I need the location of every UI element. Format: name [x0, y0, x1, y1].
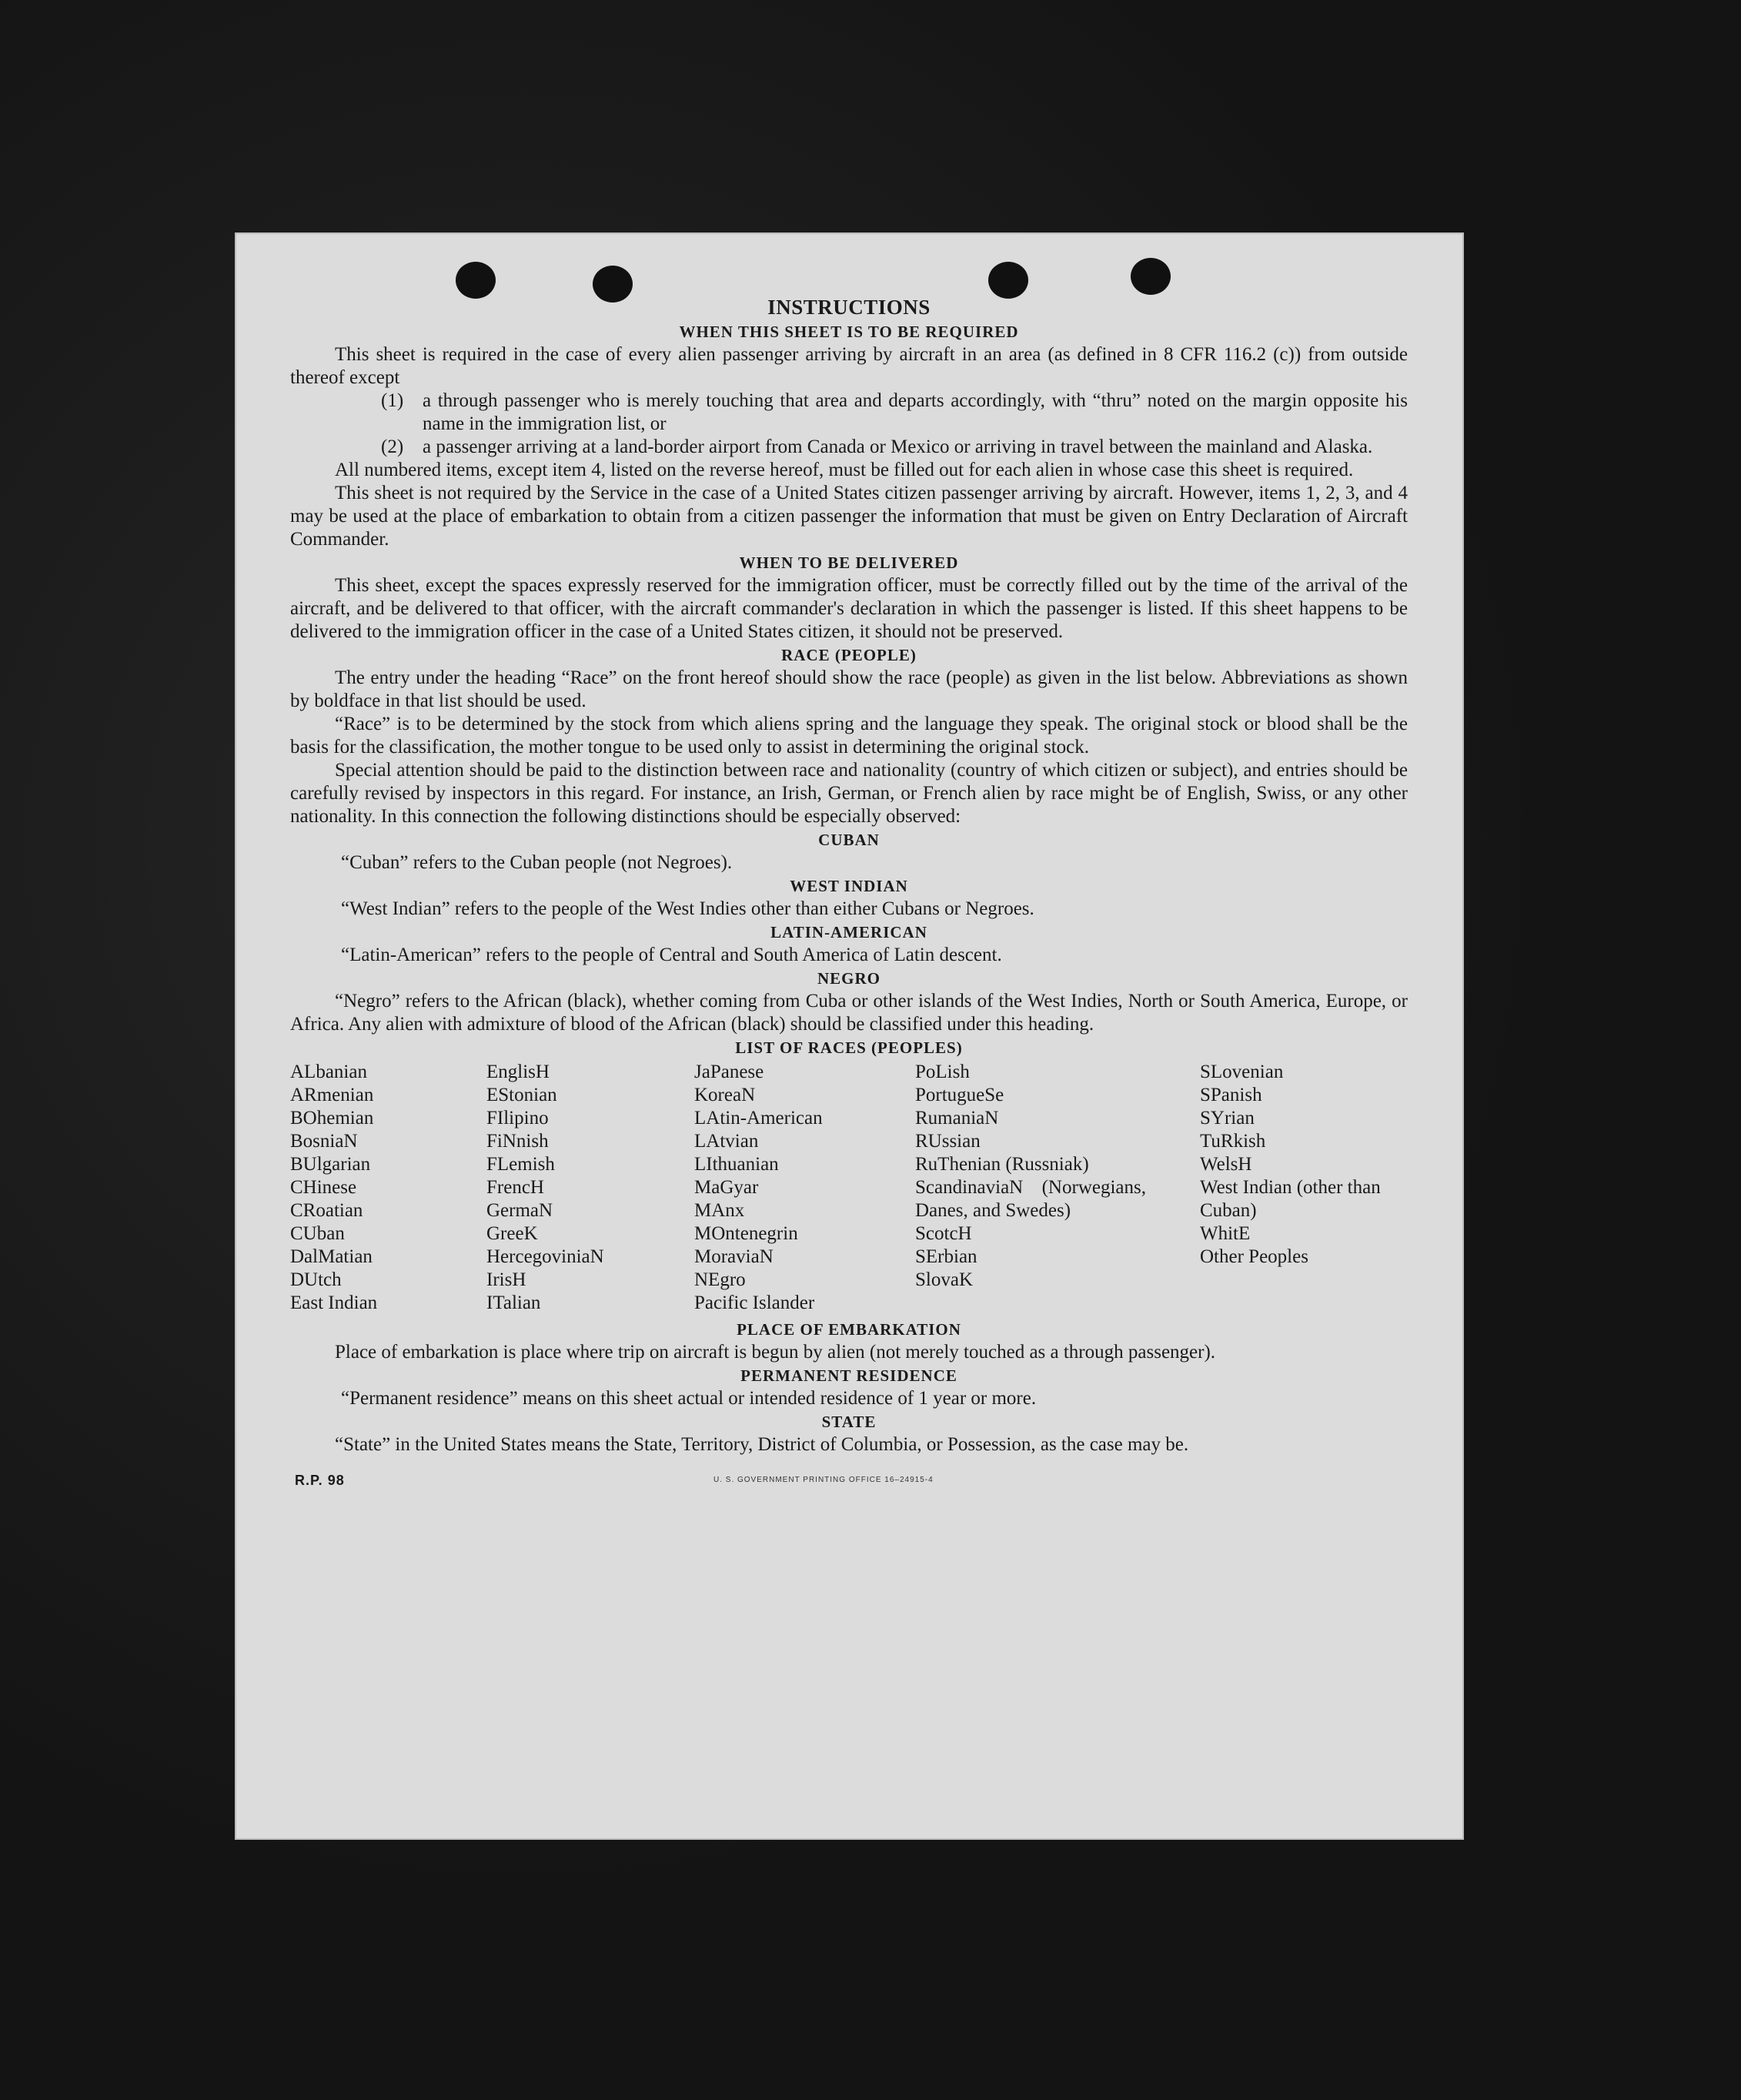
race-para-3: Special attention should be paid to the distinction between race and nationality (country of which citizen or subject), and entries should be carefully revised by inspectors in this regard. For instance, an Irish, German, or French alien by race might be of English, Swiss, or any other nationality. In this connection the following distinctions should be especially observed: [290, 760, 1408, 827]
races-column-3 [694, 1061, 915, 1315]
residence-text: “Permanent residence” means on this sheet actual or intended residence of 1 year or more. [341, 1388, 1037, 1409]
race-entry: PoLish [915, 1062, 970, 1082]
punch-hole-4 [1131, 258, 1171, 295]
exception-item-1 [290, 390, 1408, 436]
race-entry: BOhemian [290, 1108, 374, 1129]
heading-residence: PERMANENT RESIDENCE [740, 1366, 957, 1385]
race-para-2: “Race” is to be determined by the stock from which aliens spring and the language they speak. The original stock or blood shall be the basis for the classification, the mother tongue to be used only to assist in determining the original stock. [290, 714, 1408, 757]
required-para-2: All numbered items, except item 4, listed on the reverse hereof, must be filled out for each alien in whose case this sheet is required. [335, 460, 1354, 480]
heading-required: WHEN THIS SHEET IS TO BE REQUIRED [679, 323, 1019, 341]
heading-delivered: WHEN TO BE DELIVERED [739, 553, 959, 572]
races-column-2 [486, 1061, 694, 1315]
form-id: R.P. 98 [295, 1473, 345, 1488]
race-entry: ScandinaviaN (Norwegians, Danes, and Swedes) [915, 1177, 1146, 1221]
heading-embarkation: PLACE OF EMBARKATION [737, 1320, 961, 1339]
race-entry: MAnx [694, 1200, 745, 1221]
required-intro: This sheet is required in the case of every alien passenger arriving by aircraft in an area (as defined in 8 CFR 116.2 (c)) from outside thereof except [290, 344, 1408, 388]
exception-item-1-text: a through passenger who is merely touching that area and departs accordingly, with “thru” noted on the margin opposite his name in the immigration list, or [423, 390, 1408, 434]
race-entry: LIthuanian [694, 1154, 779, 1175]
race-entry: FIlipino [486, 1108, 549, 1129]
race-entry: BosniaN [290, 1131, 358, 1152]
cuban-text: “Cuban” refers to the Cuban people (not Negroes). [341, 852, 733, 873]
race-entry: MaGyar [694, 1177, 759, 1198]
race-entry: CRoatian [290, 1200, 363, 1221]
race-entry: LAtin-American [694, 1108, 823, 1129]
race-entry: FLemish [486, 1154, 555, 1175]
heading-state: STATE [821, 1413, 877, 1431]
latin-american-text: “Latin-American” refers to the people of Central and South America of Latin descent. [341, 945, 1002, 965]
heading-race: RACE (PEOPLE) [781, 646, 917, 664]
race-entry: West Indian (other than Cuban) [1200, 1177, 1381, 1221]
west-indian-text: “West Indian” refers to the people of the West Indies other than either Cubans or Negroes. [341, 898, 1034, 919]
heading-west-indian: WEST INDIAN [790, 877, 908, 895]
race-entry: SYrian [1200, 1108, 1255, 1129]
race-entry: CHinese [290, 1177, 357, 1198]
race-entry: EStonian [486, 1085, 557, 1105]
sheet-content [290, 294, 1408, 1496]
punch-hole-3 [988, 262, 1028, 299]
race-entry: PortugueSe [915, 1085, 1004, 1105]
race-entry: GreeK [486, 1223, 538, 1244]
instruction-sheet [235, 232, 1464, 1840]
negro-text: “Negro” refers to the African (black), whether coming from Cuba or other islands of the West Indies, North or South America, Europe, or Africa. Any alien with admixture of blood of the African (black) should be classified under this heading. [290, 991, 1408, 1035]
race-entry: CUban [290, 1223, 345, 1244]
embarkation-text: Place of embarkation is place where trip on aircraft is begun by alien (not merely touched as a through passenger). [335, 1342, 1216, 1363]
races-column-5 [1200, 1061, 1408, 1315]
required-para-3: This sheet is not required by the Service in the case of a United States citizen passenger arriving by aircraft. However, items 1, 2, 3, and 4 may be used at the place of embarkation to obtain from a citizen passenger the information that must be given on Entry Declaration of Aircraft Commander. [290, 483, 1408, 550]
race-entry: RuThenian (Russniak) [915, 1154, 1089, 1175]
race-entry: SErbian [915, 1246, 977, 1267]
races-column-1 [290, 1061, 486, 1315]
race-entry: Pacific Islander [694, 1292, 815, 1313]
race-entry: WhitE [1200, 1223, 1251, 1244]
race-entry: ScotcH [915, 1223, 972, 1244]
race-entry: EnglisH [486, 1062, 550, 1082]
race-entry: ITalian [486, 1292, 541, 1313]
race-entry: RumaniaN [915, 1108, 999, 1129]
exception-item-1-num: (1) [381, 390, 404, 411]
race-entry: SPanish [1200, 1085, 1262, 1105]
punch-hole-1 [456, 262, 496, 299]
race-entry: LAtvian [694, 1131, 759, 1152]
printer-imprint: U. S. GOVERNMENT PRINTING OFFICE 16–24915-4 [713, 1476, 934, 1484]
race-entry: JaPanese [694, 1062, 764, 1082]
race-entry: SlovaK [915, 1269, 973, 1290]
race-entry: ARmenian [290, 1085, 374, 1105]
race-entry: WelsH [1200, 1154, 1252, 1175]
heading-cuban: CUBAN [818, 831, 880, 849]
race-entry: DalMatian [290, 1246, 373, 1267]
race-entry: IrisH [486, 1269, 526, 1290]
race-entry: GermaN [486, 1200, 553, 1221]
race-entry: NEgro [694, 1269, 746, 1290]
race-entry: East Indian [290, 1292, 378, 1313]
race-entry: MoraviaN [694, 1246, 774, 1267]
race-entry: HercegoviniaN [486, 1246, 604, 1267]
exception-item-2 [290, 436, 1408, 459]
race-entry: TuRkish [1200, 1131, 1266, 1152]
race-entry: ALbanian [290, 1062, 367, 1082]
race-entry: Other Peoples [1200, 1246, 1308, 1267]
race-para-1: The entry under the heading “Race” on the front hereof should show the race (people) as given in the list below. Abbreviations as shown by boldface in that list should be used. [290, 667, 1408, 711]
race-entry: MOntenegrin [694, 1223, 798, 1244]
exception-item-2-text: a passenger arriving at a land-border airport from Canada or Mexico or arriving in travel between the mainland and Alaska. [423, 436, 1373, 457]
sheet-footer [290, 1466, 1408, 1496]
race-entry: BUlgarian [290, 1154, 371, 1175]
delivered-text: This sheet, except the spaces expressly reserved for the immigration officer, must be correctly filled out by the time of the arrival of the aircraft, and be delivered to that officer, with the aircraft commander's declaration in which the passenger is listed. If this sheet happens to be delivered to the immigration officer in the case of a United States citizen, it should not be preserved. [290, 575, 1408, 642]
exception-item-2-num: (2) [381, 436, 404, 457]
race-entry: FiNnish [486, 1131, 549, 1152]
state-text: “State” in the United States means the State, Territory, District of Columbia, or Possession, as the case may be. [335, 1434, 1189, 1455]
races-list [290, 1061, 1408, 1315]
race-entry: KoreaN [694, 1085, 756, 1105]
page-title: INSTRUCTIONS [767, 296, 931, 319]
heading-latin-american: LATIN-AMERICAN [770, 923, 927, 941]
race-entry: SLovenian [1200, 1062, 1284, 1082]
race-entry: FrencH [486, 1177, 544, 1198]
races-column-4 [915, 1061, 1200, 1315]
race-entry: RUssian [915, 1131, 981, 1152]
race-entry: DUtch [290, 1269, 342, 1290]
heading-negro: NEGRO [817, 969, 881, 988]
heading-races-list: LIST OF RACES (PEOPLES) [735, 1038, 963, 1057]
